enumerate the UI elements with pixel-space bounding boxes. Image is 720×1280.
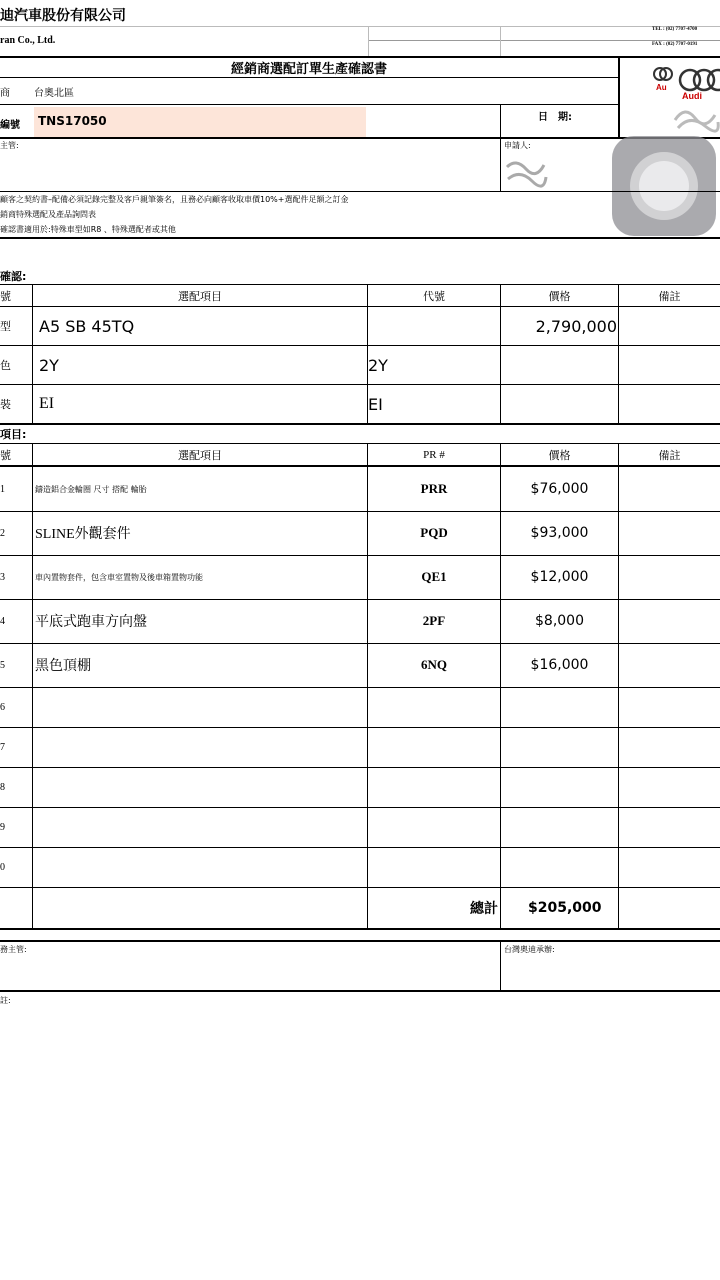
option-row-code [368,727,500,767]
section2-header-price: 價格 [548,448,571,462]
color-row-label: 色 [0,359,11,372]
option-row-price: $93,000 [530,525,589,541]
section2-header-item: 選配項目 [178,448,222,462]
audi-logo [650,66,720,100]
date-label: 日 期: [538,112,572,123]
section1-header-item: 選配項目 [178,289,222,303]
option-row-item [35,767,365,807]
section1-header-price: 價格 [548,289,571,303]
order-number-label: 編號 [0,120,20,131]
option-row-item: 車內置物套件，包含車室置物及後車箱置物功能 [35,572,203,582]
option-row-price [501,847,618,887]
option-row-price: $12,000 [530,569,589,585]
section2-header-no: 號 [0,448,11,462]
assistive-touch-button[interactable] [612,136,716,236]
option-row-code [368,807,500,847]
option-row-item [35,687,365,727]
tel-number: TEL : (02) 7707-4700 [652,27,698,32]
option-row-price [501,767,618,807]
option-row-price: $76,000 [530,481,589,497]
color-price [501,346,617,384]
total-label: 總計 [470,901,498,917]
option-row-number: 8 [0,781,5,793]
model-note [620,307,720,345]
option-row-code: 6NQ [421,657,447,672]
section1-header-code: 代號 [423,289,445,303]
interior-note [620,385,720,423]
option-row-code [368,767,500,807]
audi-wordmark: Audi [682,91,702,100]
section2-title: 項目: [0,428,27,441]
option-row-number: 1 [0,483,5,495]
option-row-price [501,807,618,847]
model-code [370,307,498,345]
option-row-code [368,687,500,727]
option-row-code: PQD [420,525,448,540]
option-row-number: 2 [0,527,5,539]
company-english-name: ran Co., Ltd. [0,35,56,46]
dealer-label: 商 [0,88,10,99]
total-value: $205,000 [528,900,602,916]
option-row-item: 平底式跑車方向盤 [35,614,147,630]
section1-header-note: 備註 [658,289,681,303]
option-row-number: 7 [0,741,5,753]
option-row-item [35,727,365,767]
interior-price [501,385,617,423]
interior-value: EI [39,395,55,412]
finance-supervisor-label: 務主管: [0,945,27,954]
option-row-number: 3 [0,571,5,583]
remark-label: 註: [0,996,11,1005]
option-row-number: 6 [0,701,5,713]
company-name: 迪汽車股份有限公司 [0,8,126,24]
option-row-price [501,727,618,767]
option-row-item [35,807,365,847]
note-line-1: 顧客之契約書–配備必須記錄完整及客戶親筆簽名，且務必向顧客收取車價10%+選配件足額之訂金 [0,195,349,204]
option-row-item: 鑄造鋁合金輪圈 尺寸 搭配 輪胎 [35,484,147,494]
color-note [620,346,720,384]
option-row-number: 4 [0,615,5,627]
order-number-value: TNS17050 [38,114,107,128]
option-row-number: 0 [0,861,5,873]
stamp-scribble [670,100,720,136]
applicant-signature [504,155,548,189]
svg-text:Au: Au [656,83,667,92]
model-row-label: 型 [0,320,11,333]
option-row-number: 5 [0,659,5,671]
color-code: 2Y [368,355,388,375]
section1-title: 確認: [0,270,27,283]
color-value: 2Y [39,355,59,375]
option-row-code: 2PF [422,613,446,628]
interior-row-label: 裝 [0,398,11,411]
option-row-item: SLINE外觀套件 [35,527,131,542]
option-row-number: 9 [0,821,5,833]
option-row-code: QE1 [421,569,447,584]
section2-header-note: 備註 [658,448,681,462]
model-value: A5 SB 45TQ [39,316,135,336]
option-row-code [368,847,500,887]
fax-number: FAX : (02) 7707-0191 [652,42,698,47]
form-title: 經銷商選配訂單生產確認書 [230,61,387,77]
option-row-price: $8,000 [535,613,584,629]
model-price: 2,790,000 [535,316,617,336]
audi-handler-label: 台灣奧迪承辦: [504,945,555,954]
option-row-price [501,687,618,727]
interior-code: EI [368,394,383,414]
note-line-2: 銷商特殊選配及產品詢問表 [0,210,96,219]
note-line-3: 確認書適用於:特殊車型如R8 、特殊選配者或其他 [0,225,176,234]
dealer-value: 台奧北區 [34,88,74,99]
section2-header-code: PR # [423,448,445,461]
option-row-item [35,847,365,887]
option-row-item: 黑色頂棚 [35,658,91,674]
section1-header-no: 號 [0,289,11,303]
option-row-code: PRR [420,481,448,496]
applicant-label: 申請人: [504,141,531,150]
option-row-price: $16,000 [530,657,589,673]
supervisor-label: 主管: [0,141,19,150]
